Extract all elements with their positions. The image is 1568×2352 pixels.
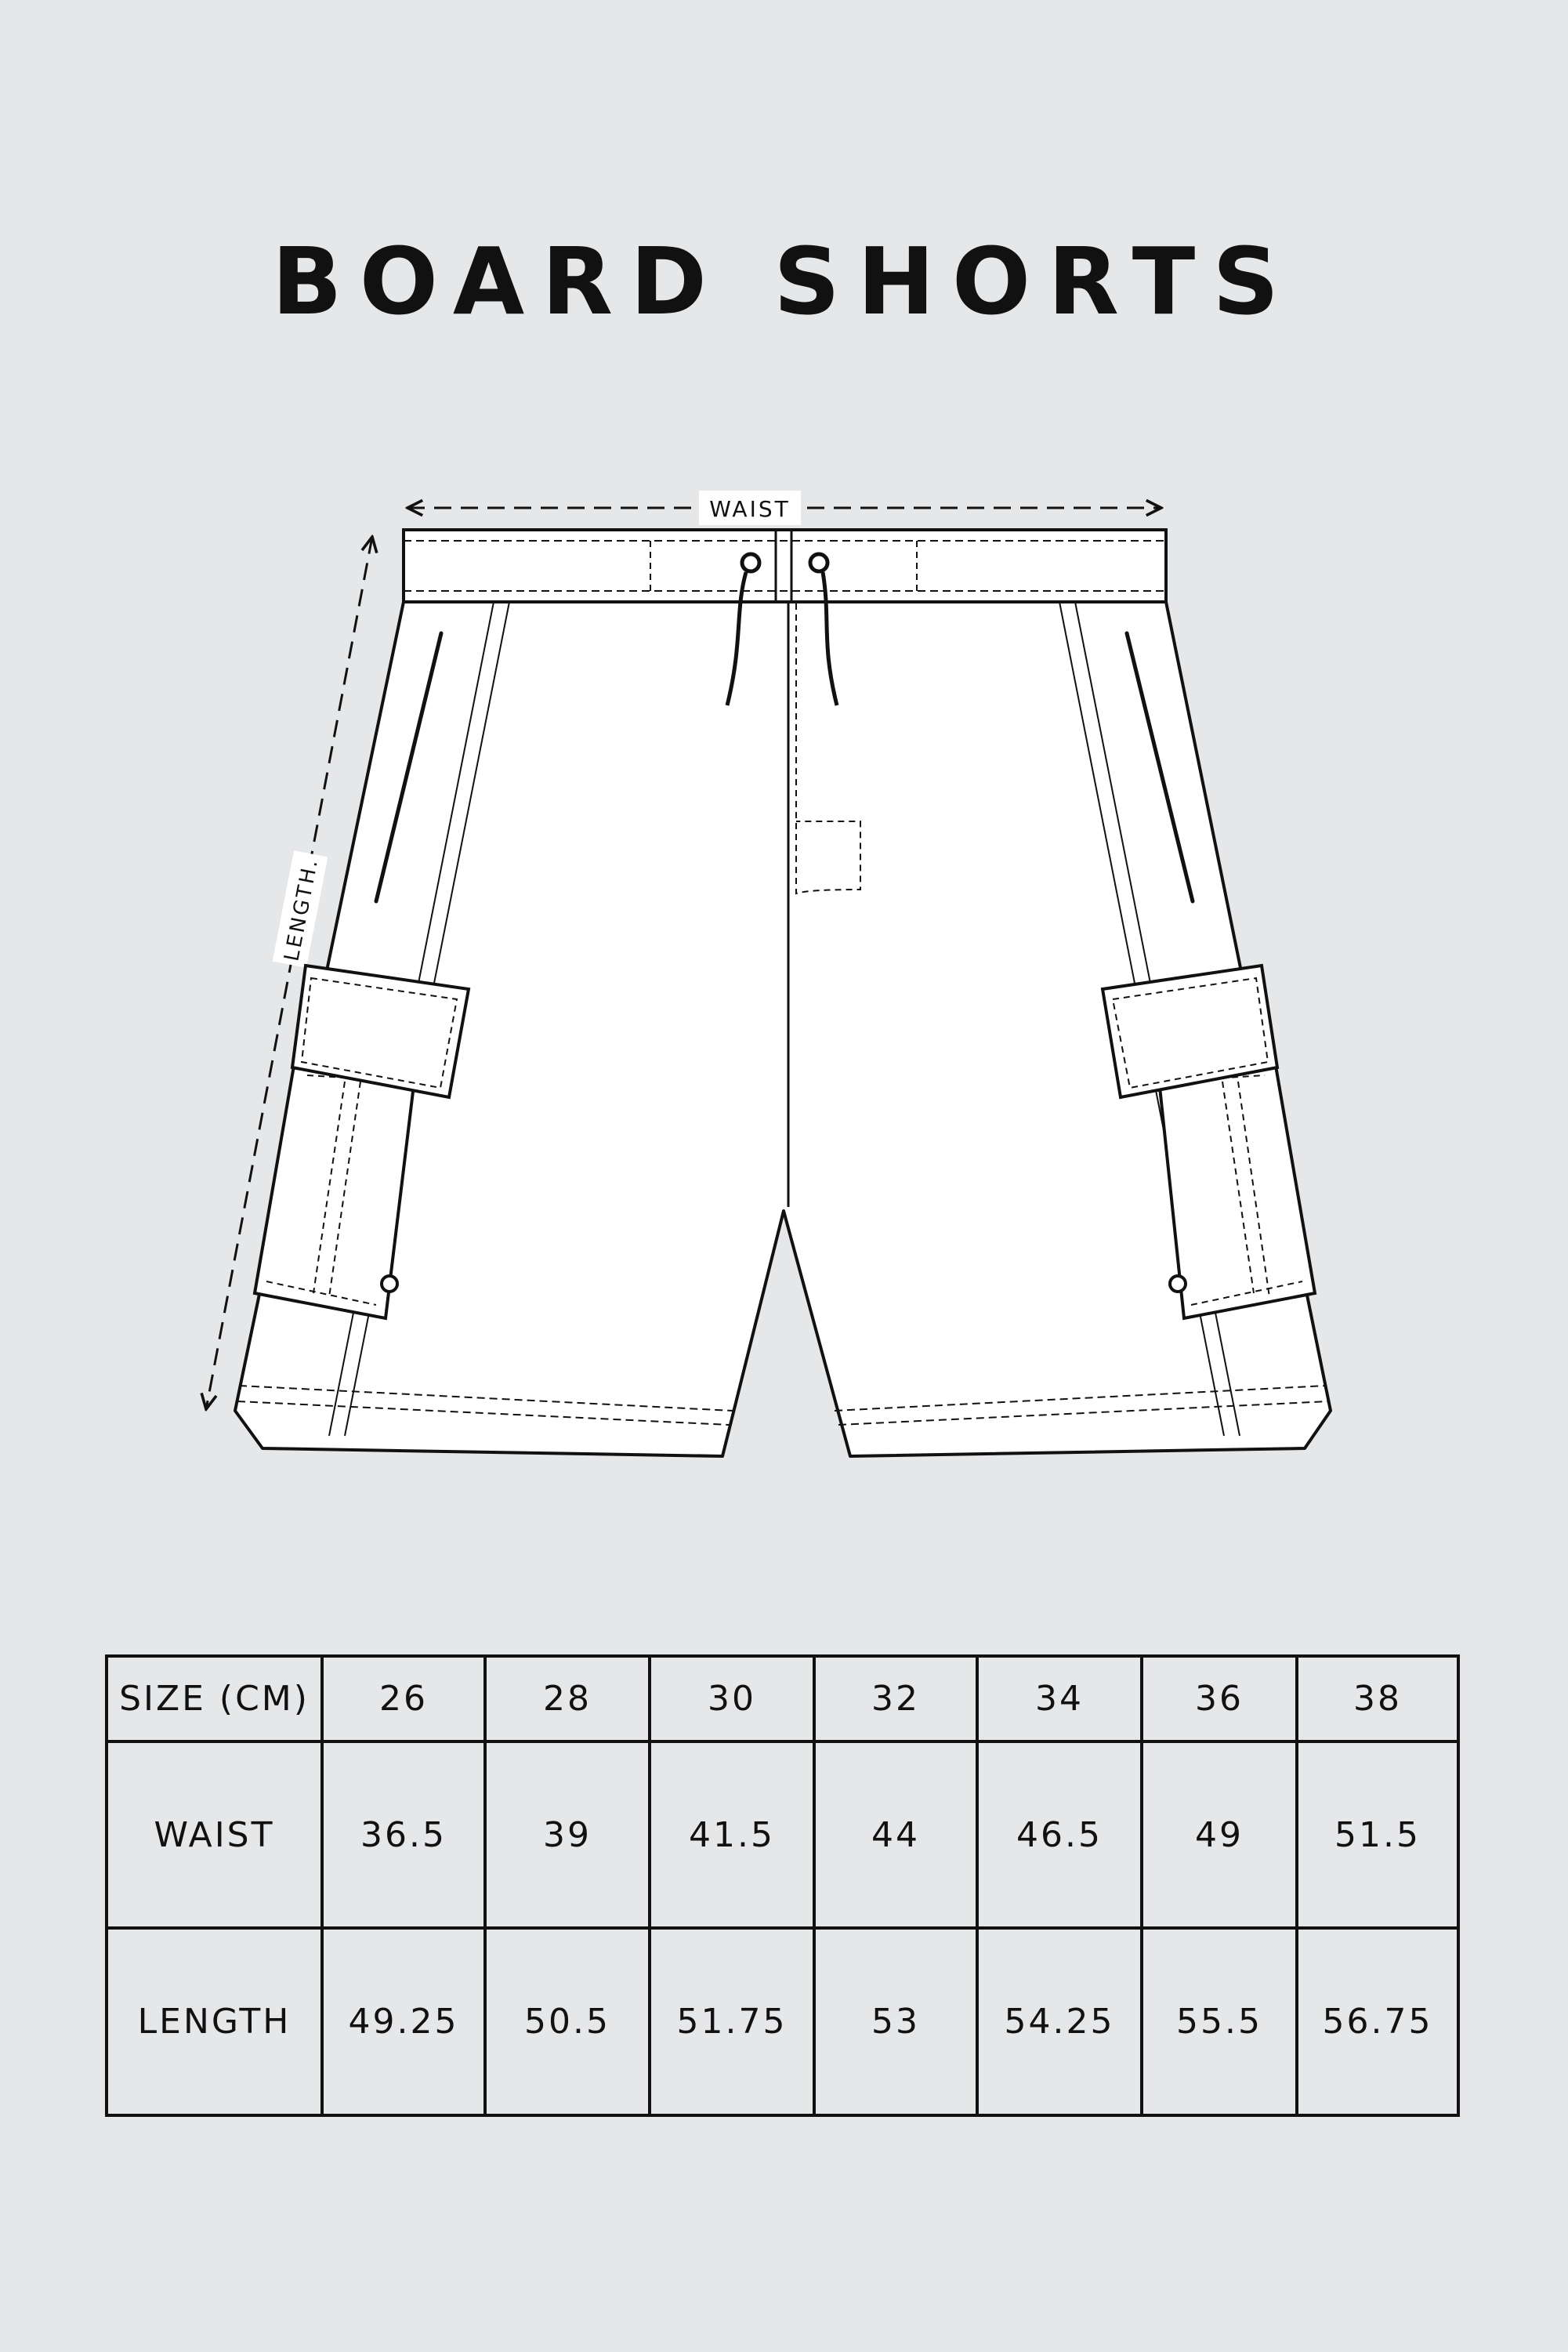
waistband	[404, 530, 1166, 602]
size-cell: 30	[650, 1656, 814, 1741]
value-cell: 54.25	[977, 1928, 1142, 2115]
size-cell: 32	[814, 1656, 977, 1741]
size-header-cell: SIZE (CM)	[107, 1656, 322, 1741]
table-row-waist	[107, 1741, 1458, 1929]
value-cell: 39	[485, 1741, 650, 1929]
value-cell: 55.5	[1142, 1928, 1297, 2115]
value-cell: 50.5	[485, 1928, 650, 2115]
value-cell: 49	[1142, 1741, 1297, 1929]
value-cell: 53	[814, 1928, 977, 2115]
row-label-cell: LENGTH	[107, 1928, 322, 2115]
value-cell: 51.75	[650, 1928, 814, 2115]
table-row-length	[107, 1928, 1458, 2115]
value-cell: 49.25	[322, 1928, 485, 2115]
value-cell: 56.75	[1297, 1928, 1458, 2115]
size-cell: 28	[485, 1656, 650, 1741]
size-cell: 38	[1297, 1656, 1458, 1741]
board-shorts-diagram	[0, 470, 1568, 1489]
size-chart-table	[105, 1654, 1460, 2117]
size-cell: 34	[977, 1656, 1142, 1741]
row-label-cell: WAIST	[107, 1741, 322, 1929]
waist-label: WAIST	[709, 496, 791, 522]
size-cell: 26	[322, 1656, 485, 1741]
value-cell: 41.5	[650, 1741, 814, 1929]
value-cell: 36.5	[322, 1741, 485, 1929]
page-title: BOARD SHORTS	[271, 227, 1297, 335]
table-header-row	[107, 1656, 1458, 1741]
length-label: LENGTH.	[280, 855, 324, 963]
value-cell: 51.5	[1297, 1741, 1458, 1929]
value-cell: 46.5	[977, 1741, 1142, 1929]
size-cell: 36	[1142, 1656, 1297, 1741]
value-cell: 44	[814, 1741, 977, 1929]
